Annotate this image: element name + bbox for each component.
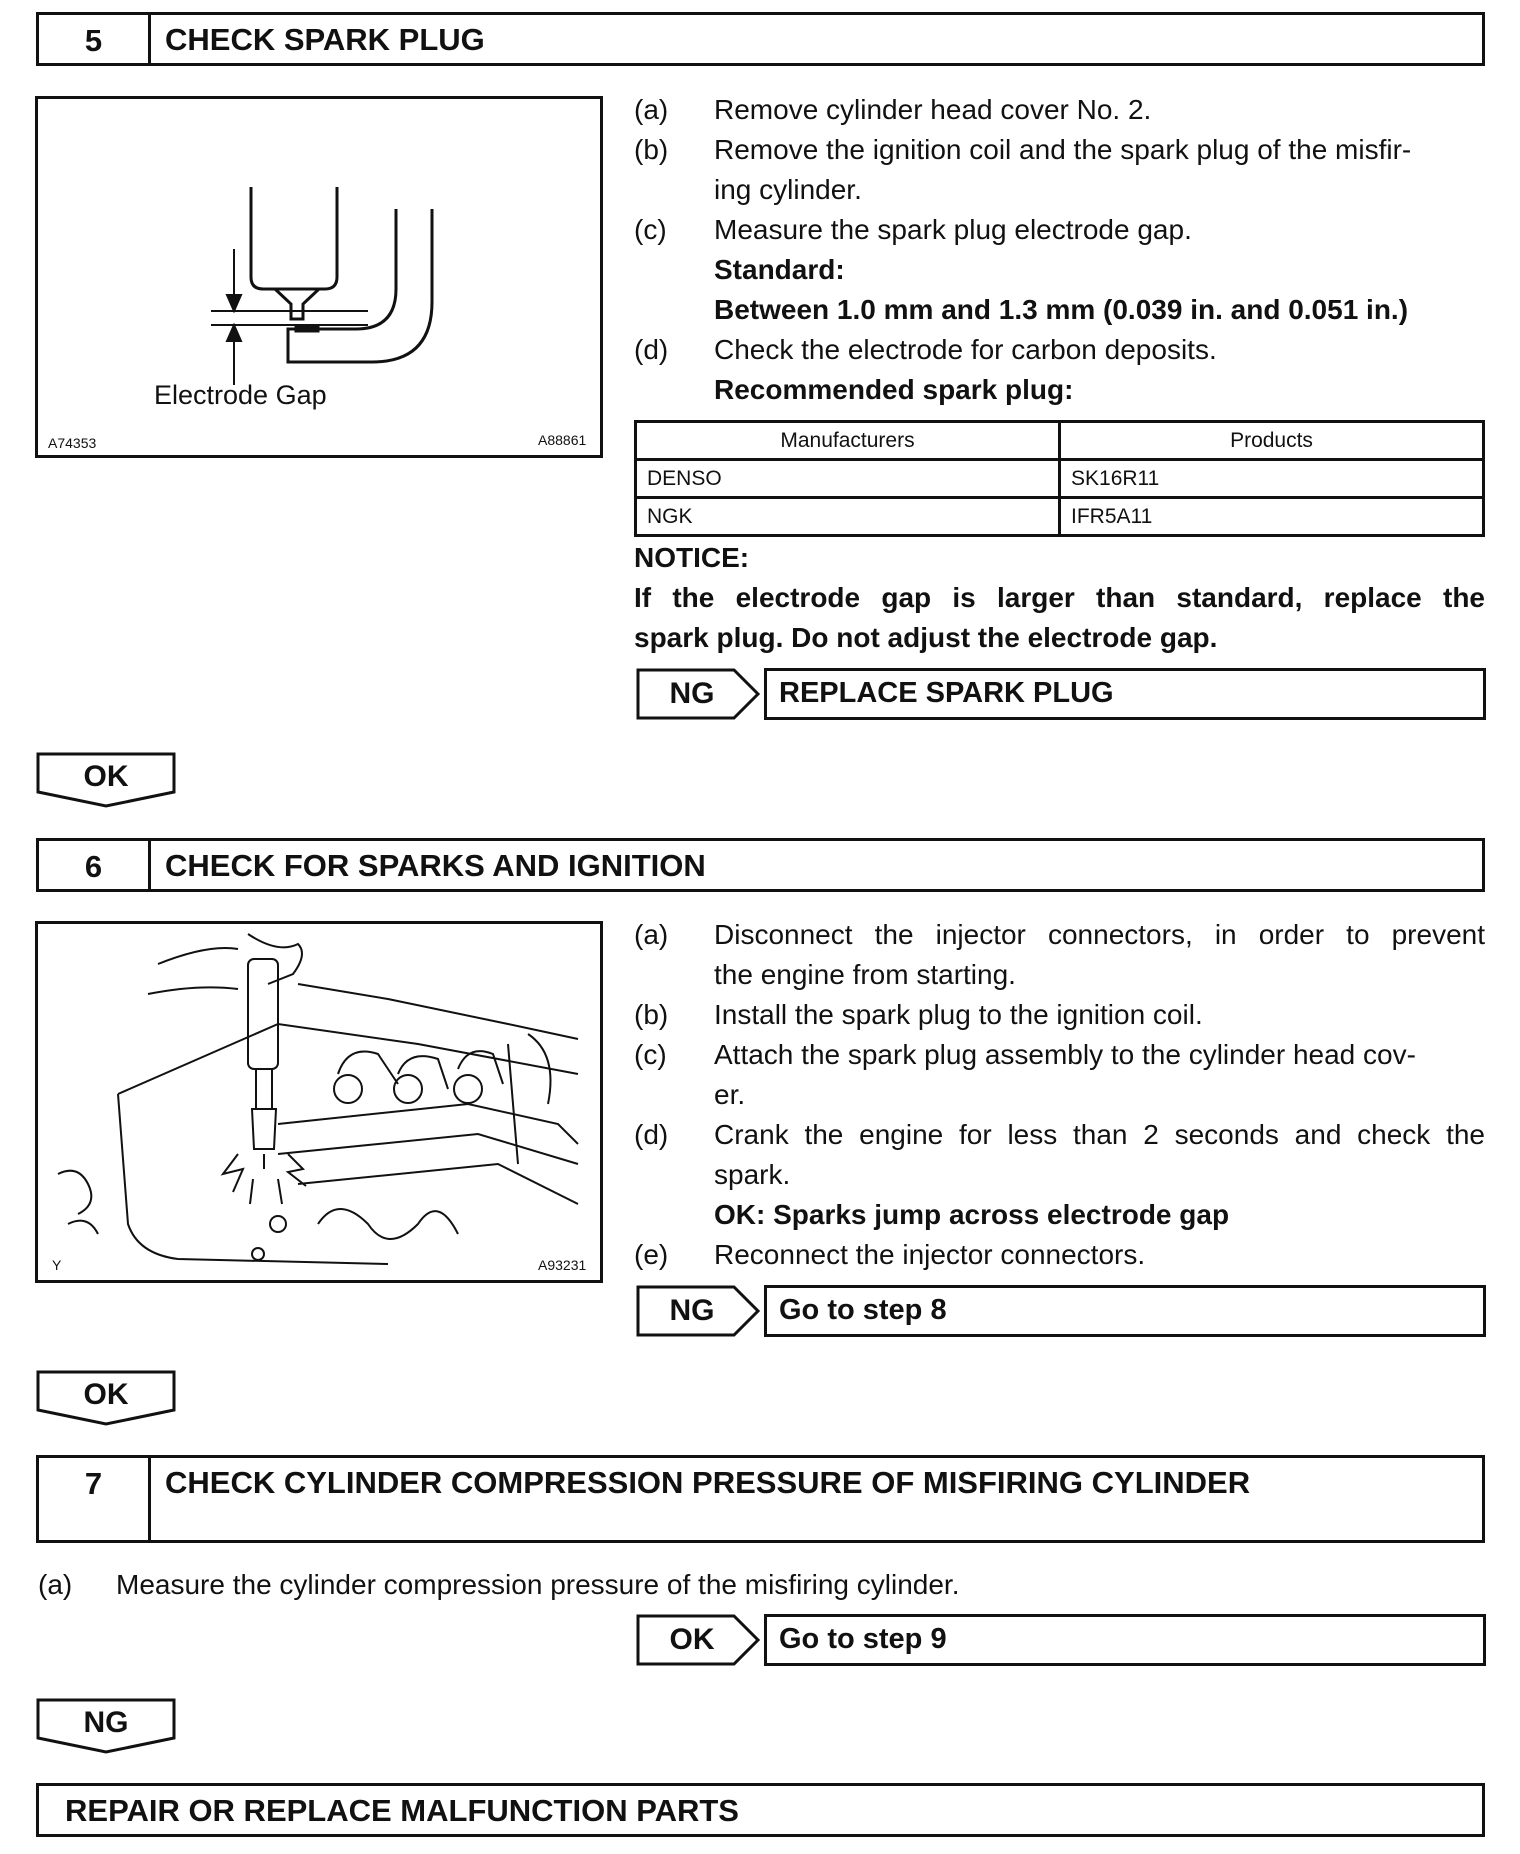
table-cell: SK16R11 — [1060, 460, 1484, 498]
notice-label: NOTICE: — [634, 542, 750, 573]
table-cell: NGK — [636, 498, 1060, 536]
step-number: 5 — [39, 15, 151, 63]
figure-code-left: Y — [52, 1257, 62, 1273]
standard-label: Standard: — [714, 254, 845, 285]
step5-ok-branch — [36, 752, 176, 808]
step6-ng-branch — [636, 1285, 1486, 1337]
table-cell: IFR5A11 — [1060, 498, 1484, 536]
final-action-title: REPAIR OR REPLACE MALFUNCTION PARTS — [65, 1793, 739, 1828]
ok-label: OK — [669, 1623, 715, 1656]
step-text: Install the spark plug to the ignition coil. — [714, 999, 1203, 1030]
step-number: 6 — [39, 841, 151, 889]
table-cell: DENSO — [636, 460, 1060, 498]
step-letter: (e) — [634, 1239, 669, 1270]
step-text: ing cylinder. — [714, 174, 862, 205]
spark-check-figure — [35, 921, 603, 1283]
step-letter: (c) — [634, 214, 667, 245]
step6-ok-branch — [36, 1370, 176, 1426]
table-row — [636, 498, 1484, 536]
step-number: 7 — [39, 1458, 151, 1540]
step-text: Measure the spark plug electrode gap. — [714, 214, 1192, 245]
table-header-row — [636, 422, 1484, 460]
step-text: Disconnect the injector connectors, in order to prevent — [714, 919, 1485, 950]
step7-ok-branch — [636, 1614, 1486, 1666]
table-row — [636, 460, 1484, 498]
step-text: Crank the engine for less than 2 seconds and check the — [714, 1119, 1485, 1150]
step-text: Check the electrode for carbon deposits. — [714, 334, 1217, 365]
step6-header — [36, 838, 1485, 892]
step-text: Remove cylinder head cover No. 2. — [714, 94, 1152, 125]
table-header: Manufacturers — [636, 422, 1060, 460]
figure-code-left: A74353 — [48, 435, 97, 451]
electrode-gap-label: Electrode Gap — [154, 380, 327, 410]
step5-header — [36, 12, 1485, 66]
step-text: Measure the cylinder compression pressure of the misfiring cylinder. — [116, 1569, 960, 1600]
step7-ng-branch — [36, 1698, 176, 1754]
step-letter: (d) — [634, 334, 669, 365]
recommended-label: Recommended spark plug: — [714, 374, 1074, 405]
step-letter: (a) — [634, 94, 669, 125]
step-title: CHECK FOR SPARKS AND IGNITION — [165, 848, 706, 883]
ng-action: REPLACE SPARK PLUG — [764, 668, 1486, 720]
engine-spark-illustration — [38, 924, 600, 1280]
step-text: Remove the ignition coil and the spark plug of the misfir- — [714, 134, 1412, 165]
step-letter: (c) — [634, 1039, 667, 1070]
ng-label: NG — [669, 677, 715, 710]
step-text: Reconnect the injector connectors. — [714, 1239, 1146, 1270]
final-action-box — [36, 1783, 1485, 1837]
ok-label: OK — [83, 760, 129, 793]
figure-code-right: A88861 — [538, 432, 587, 448]
step-letter: (b) — [634, 134, 669, 165]
step-text: er. — [714, 1079, 746, 1110]
figure-code-right: A93231 — [538, 1257, 587, 1273]
step5-ng-branch — [636, 668, 1486, 720]
step-text: the engine from starting. — [714, 959, 1016, 990]
ok-label: OK — [83, 1378, 129, 1411]
step-letter: (a) — [634, 919, 669, 950]
spark-plug-gap-figure — [35, 96, 603, 458]
step-letter: (a) — [38, 1569, 73, 1600]
notice-text: spark plug. Do not adjust the electrode gap. — [634, 622, 1218, 653]
table-header: Products — [1060, 422, 1484, 460]
step-letter: (b) — [634, 999, 669, 1030]
spark-plug-table — [634, 420, 1485, 537]
notice-text: If the electrode gap is larger than standard, replace the — [634, 582, 1485, 613]
step-text: spark. — [714, 1159, 791, 1190]
ok-action: Go to step 9 — [764, 1614, 1486, 1666]
ng-label: NG — [669, 1294, 715, 1327]
standard-value: Between 1.0 mm and 1.3 mm (0.039 in. and 0.051 in.) — [714, 294, 1409, 325]
ng-action: Go to step 8 — [764, 1285, 1486, 1337]
step-text: Attach the spark plug assembly to the cylinder head cov- — [714, 1039, 1416, 1070]
step-title: CHECK SPARK PLUG — [165, 22, 485, 57]
ok-spec: OK: Sparks jump across electrode gap — [714, 1199, 1230, 1230]
step7-header — [36, 1455, 1485, 1543]
step-title: CHECK CYLINDER COMPRESSION PRESSURE OF MISFIRING CYLINDER — [165, 1465, 1251, 1500]
step-letter: (d) — [634, 1119, 669, 1150]
ng-label: NG — [83, 1706, 129, 1739]
